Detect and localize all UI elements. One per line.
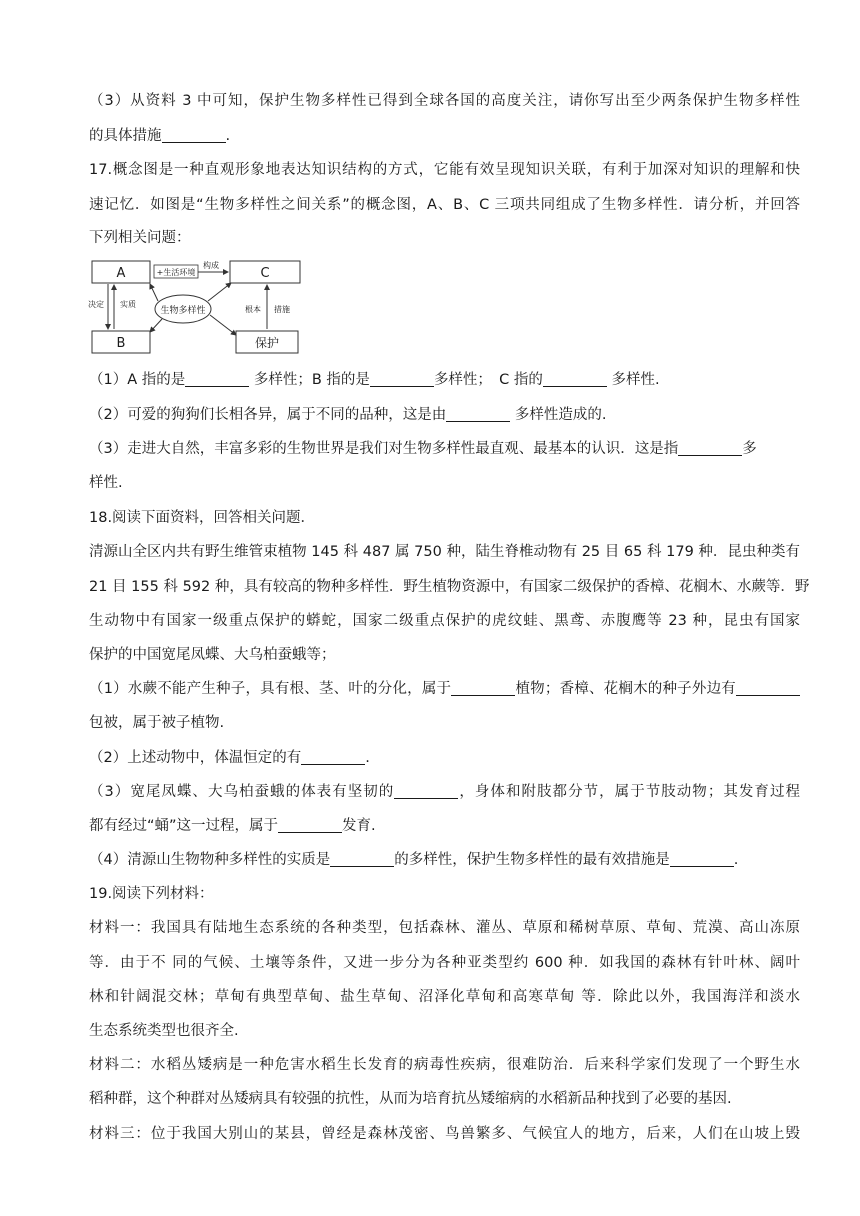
- answer-blank[interactable]: [451, 679, 515, 696]
- q17-part3-line1: [89, 439, 800, 459]
- q18-part1-line1: [89, 679, 800, 699]
- q16-part3-text: 的具体措施: [89, 128, 162, 144]
- q16-part3-line2: [89, 126, 800, 146]
- q18-p4-text-a: （4）清源山生物物种多样性的实质是: [89, 852, 331, 868]
- q18-p3-text-c: 都有经过“蛹”这一过程，属于: [89, 818, 279, 834]
- answer-blank[interactable]: [678, 439, 742, 456]
- q17-part2: [89, 405, 800, 425]
- q18-p1-text-a: （1）水蕨不能产生种子，具有根、茎、叶的分化，属于: [89, 681, 452, 697]
- q18-part1-line2: 包被，属于被子植物.: [89, 715, 225, 731]
- concept-map-diagram: [86, 257, 306, 357]
- q18-para-line1: 清源山全区内共有野生维管束植物 145 科 487 属 750 种，陆生脊椎动物有 25 目 65 科 179 种．昆虫种类有: [89, 544, 800, 560]
- answer-blank[interactable]: [162, 126, 226, 143]
- center-to-protect-arrow: [210, 315, 236, 335]
- q18-part2: [89, 748, 800, 768]
- answer-blank[interactable]: [543, 370, 607, 387]
- env-label: +生活环境: [156, 268, 196, 277]
- q17-p3-text-a: （3）走进大自然，丰富多彩的生物世界是我们对生物多样性最直观、最基本的认识．这是指: [89, 441, 679, 457]
- q18-p2-text-b: .: [365, 750, 370, 766]
- q18-para-line3: 生动物中有国家一级重点保护的蟒蛇，国家二级重点保护的虎纹蛙、黑鸢、赤腹鹰等 23 种，昆虫有国家: [89, 613, 800, 629]
- q18-part3-line1: [89, 782, 800, 802]
- q18-p2-text-a: （2）上述动物中，体温恒定的有: [89, 750, 302, 766]
- q19-material2-line2: 稻种群，这个种群对丛矮病具有较强的抗性，从而为培育抗丛矮缩病的水稻新品种找到了必要的基因.: [89, 1091, 732, 1107]
- q18-p4-text-b: 的多样性，保护生物多样性的最有效措施是: [394, 852, 670, 868]
- q19-title: 19.阅读下列材料：: [89, 886, 214, 902]
- q18-p3-text-d: 发育.: [342, 818, 376, 834]
- answer-blank[interactable]: [370, 370, 434, 387]
- q18-p1-text-b: 植物；香樟、花榈木的种子外边有: [515, 681, 736, 697]
- q17-p3-text-b: 多: [742, 441, 757, 457]
- q19-material1-line2: 等．由于不 同的气候、土壤等条件，又进一步分为各种亚类型约 600 种．如我国的森林有针叶林、阔叶: [89, 955, 800, 971]
- q19-material1-line4: 生态系统类型也很齐全.: [89, 1023, 239, 1039]
- q17-p1-text-a: （1）A 指的是: [89, 372, 186, 388]
- concept-b-label: B: [116, 336, 126, 351]
- q17-part3-line2: 样性.: [89, 475, 123, 491]
- answer-blank[interactable]: [670, 850, 734, 867]
- q18-part4: [89, 850, 800, 870]
- concept-a-label: A: [116, 266, 126, 281]
- concept-c-label: C: [260, 266, 270, 281]
- concept-protect-label: 保护: [254, 336, 280, 350]
- answer-blank[interactable]: [446, 405, 510, 422]
- q19-material3-line1: 材料三：位于我国大别山的某县，曾经是森林茂密、鸟兽繁多、气候宜人的地方，后来，人们在山坡上毁: [89, 1126, 800, 1142]
- q17-stem-line1: 17.概念图是一种直观形象地表达知识结构的方式，它能有效呈现知识关联，有利于加深对知识的理解和快: [89, 162, 800, 178]
- decide-label: 决定: [88, 300, 104, 309]
- q18-p3-text-b: ，身体和附肢都分节，属于节肢动物；其发育过程: [458, 784, 800, 800]
- q17-p2-text-a: （2）可爱的狗狗们长相各异，属于不同的品种，这是由: [89, 407, 447, 423]
- q19-material1-line3: 林和针阔混交林；草甸有典型草甸、盐生草甸、沼泽化草甸和高寒草甸 等．除此以外，我国海洋和淡水: [89, 989, 800, 1005]
- q16-part3-end: .: [225, 128, 231, 144]
- center-to-c-arrow: [208, 283, 231, 301]
- measure-label: 措施: [274, 305, 290, 314]
- root-label: 根本: [245, 305, 261, 314]
- q17-p2-text-b: 多样性造成的.: [510, 407, 607, 423]
- q16-part3-line1: （3）从资料 3 中可知，保护生物多样性已得到全球各国的高度关注，请你写出至少两条保护生物多样性: [89, 93, 800, 109]
- answer-blank[interactable]: [185, 370, 249, 387]
- q19-material2-line1: 材料二：水稻丛矮病是一种危害水稻生长发育的病毒性疾病，很难防治．后来科学家们发现了一个野生水: [89, 1057, 800, 1073]
- center-to-a-arrow: [150, 284, 158, 301]
- q17-part1: [89, 370, 800, 390]
- q17-p1-text-d: 多样性.: [606, 372, 660, 388]
- concept-center-label: 生物多样性: [160, 306, 206, 316]
- q18-para-line4: 保护的中国宽尾凤蝶、大乌柏蚕蛾等；: [89, 647, 336, 663]
- center-to-b-arrow: [150, 319, 162, 332]
- q18-p4-text-c: .: [733, 852, 739, 868]
- essence-label: 实质: [120, 300, 136, 309]
- q18-p3-text-a: （3）宽尾凤蝶、大乌柏蚕蛾的体表有坚韧的: [89, 784, 395, 800]
- answer-blank[interactable]: [330, 850, 394, 867]
- answer-blank[interactable]: [394, 782, 458, 799]
- q17-stem-line3: 下列相关问题：: [89, 230, 191, 246]
- q17-stem-line2: 速记忆．如图是“生物多样性之间关系”的概念图，A、B、C 三项共同组成了生物多样性．请分析，并回答: [89, 197, 800, 213]
- answer-blank[interactable]: [278, 816, 342, 833]
- q18-part3-line2: [89, 816, 800, 836]
- q18-title: 18.阅读下面资料，回答相关问题．: [89, 510, 316, 526]
- answer-blank[interactable]: [736, 679, 800, 696]
- compose-label: 构成: [203, 261, 219, 270]
- q17-p1-text-c: 多样性； C 指的: [433, 372, 543, 388]
- q18-para-line2: 21 目 155 科 592 种，具有较高的物种多样性．野生植物资源中，有国家二级保护的香樟、花榈木、水蕨等．野: [89, 579, 810, 595]
- q17-p1-text-b: 多样性；B 指的是: [249, 372, 370, 388]
- answer-blank[interactable]: [301, 748, 365, 765]
- q19-material1-line1: 材料一：我国具有陆地生态系统的各种类型，包括森林、灌丛、草原和稀树草原、草甸、荒漠、高山冻原: [89, 920, 800, 936]
